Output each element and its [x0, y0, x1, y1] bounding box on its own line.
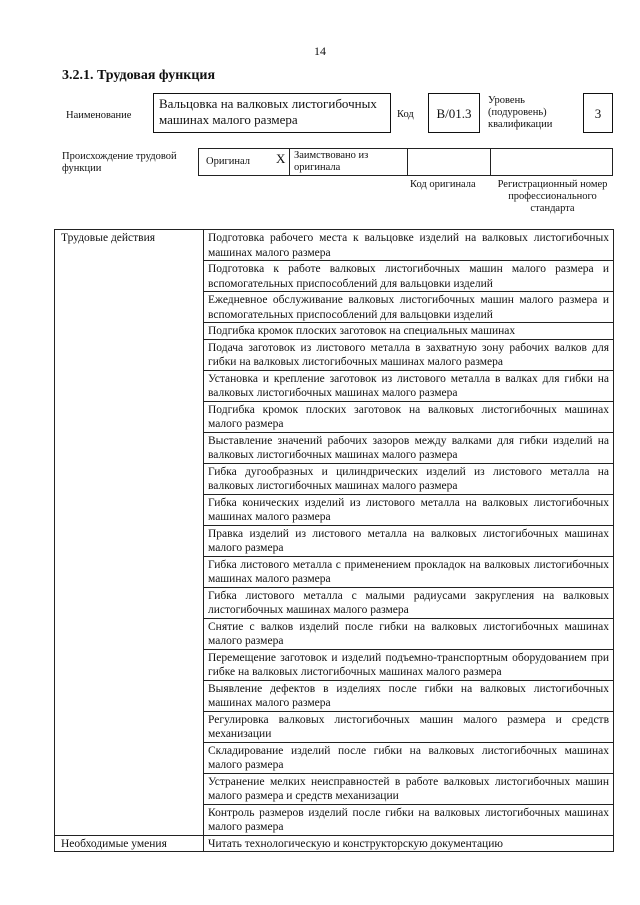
labor-action-row — [55, 230, 614, 261]
table-cell: Подготовка рабочего места к вальцовке изделий на валковых листогибочных машинах малого размера — [204, 230, 614, 261]
table-cell: Гибка листового металла с малыми радиусами закругления на валковых листогибочных машинах малого размера — [204, 587, 614, 618]
table-cell: Читать технологическую и конструкторскую документацию — [204, 835, 614, 852]
table-cell: Складирование изделий после гибки на валковых листогибочных машинах малого размера — [204, 742, 614, 773]
borrowed-label: Заимствовано из оригинала — [294, 150, 369, 173]
table-cell: Подгибка кромок плоских заготовок на валковых листогибочных машинах малого размера — [204, 401, 614, 432]
table-cell: Подгибка кромок плоских заготовок на специальных машинах — [204, 323, 614, 340]
skill-row — [55, 835, 614, 852]
table-cell: Гибка конических изделий из листового металла на валковых листогибочных машинах малого размера — [204, 494, 614, 525]
section-heading: 3.2.1. Трудовая функция — [62, 68, 216, 83]
original-mark: X — [276, 151, 286, 166]
name-label: Наименование — [66, 110, 132, 121]
origin-table — [198, 148, 613, 176]
reg-number-caption: Регистрационный номер профессионального стандарта — [497, 179, 608, 214]
table-cell: Гибка дугообразных и цилиндрических изделий из листового металла на валковых листогибочных машинах малого размера — [204, 463, 614, 494]
code-value: В/01.3 — [428, 93, 480, 133]
table-cell: Гибка листового металла с применением прокладок на валковых листогибочных машинах малого размера — [204, 556, 614, 587]
table-cell: Контроль размеров изделий после гибки на валковых листогибочных машинах малого размера — [204, 804, 614, 835]
name-value: Вальцовка на валковых листогибочных машинах малого размера — [153, 93, 391, 133]
table-cell: Регулировка валковых листогибочных машин малого размера и средств механизации — [204, 711, 614, 742]
table-cell: Выявление дефектов в изделиях после гибки на валковых листогибочных машинах малого размера — [204, 680, 614, 711]
labor-function-table — [54, 229, 614, 852]
labor-actions-label: Трудовые действия — [55, 230, 204, 836]
table-cell: Ежедневное обслуживание валковых листогибочных машин малого размера и вспомогательных приспособлений для вальцовки изделий — [204, 292, 614, 323]
page-number: 14 — [314, 44, 326, 58]
table-cell: Перемещение заготовок и изделий подъемно-транспортным оборудованием при гибке на валковых листогибочных машинах малого размера — [204, 649, 614, 680]
level-label: Уровень (подуровень) квалификации — [488, 95, 553, 130]
table-cell: Правка изделий из листового металла на валковых листогибочных машинах малого размера — [204, 525, 614, 556]
table-cell: Подача заготовок из листового металла в захватную зону рабочих валков для гибки на валковых листогибочных машинах малого размера — [204, 339, 614, 370]
origin-label: Происхождение трудовой функции — [62, 151, 177, 174]
original-label: Оригинал — [206, 156, 250, 167]
table-cell: Выставление значений рабочих зазоров между валками для гибки изделий на валковых листогибочных машинах малого размера — [204, 432, 614, 463]
table-cell: Установка и крепление заготовок из листового металла в валках для гибки на валковых листогибочных машинах малого размера — [204, 370, 614, 401]
table-cell: Снятие с валков изделий после гибки на валковых листогибочных машинах малого размера — [204, 618, 614, 649]
level-value: 3 — [583, 93, 613, 133]
skills-label: Необходимые умения — [55, 835, 204, 852]
origin-code-caption: Код оригинала — [410, 179, 476, 190]
table-cell: Подготовка к работе валковых листогибочных машин малого размера и вспомогательных приспособлений для вальцовки изделий — [204, 261, 614, 292]
code-label: Код — [397, 109, 414, 120]
table-cell: Устранение мелких неисправностей в работе валковых листогибочных машин малого размера и средств механизации — [204, 773, 614, 804]
